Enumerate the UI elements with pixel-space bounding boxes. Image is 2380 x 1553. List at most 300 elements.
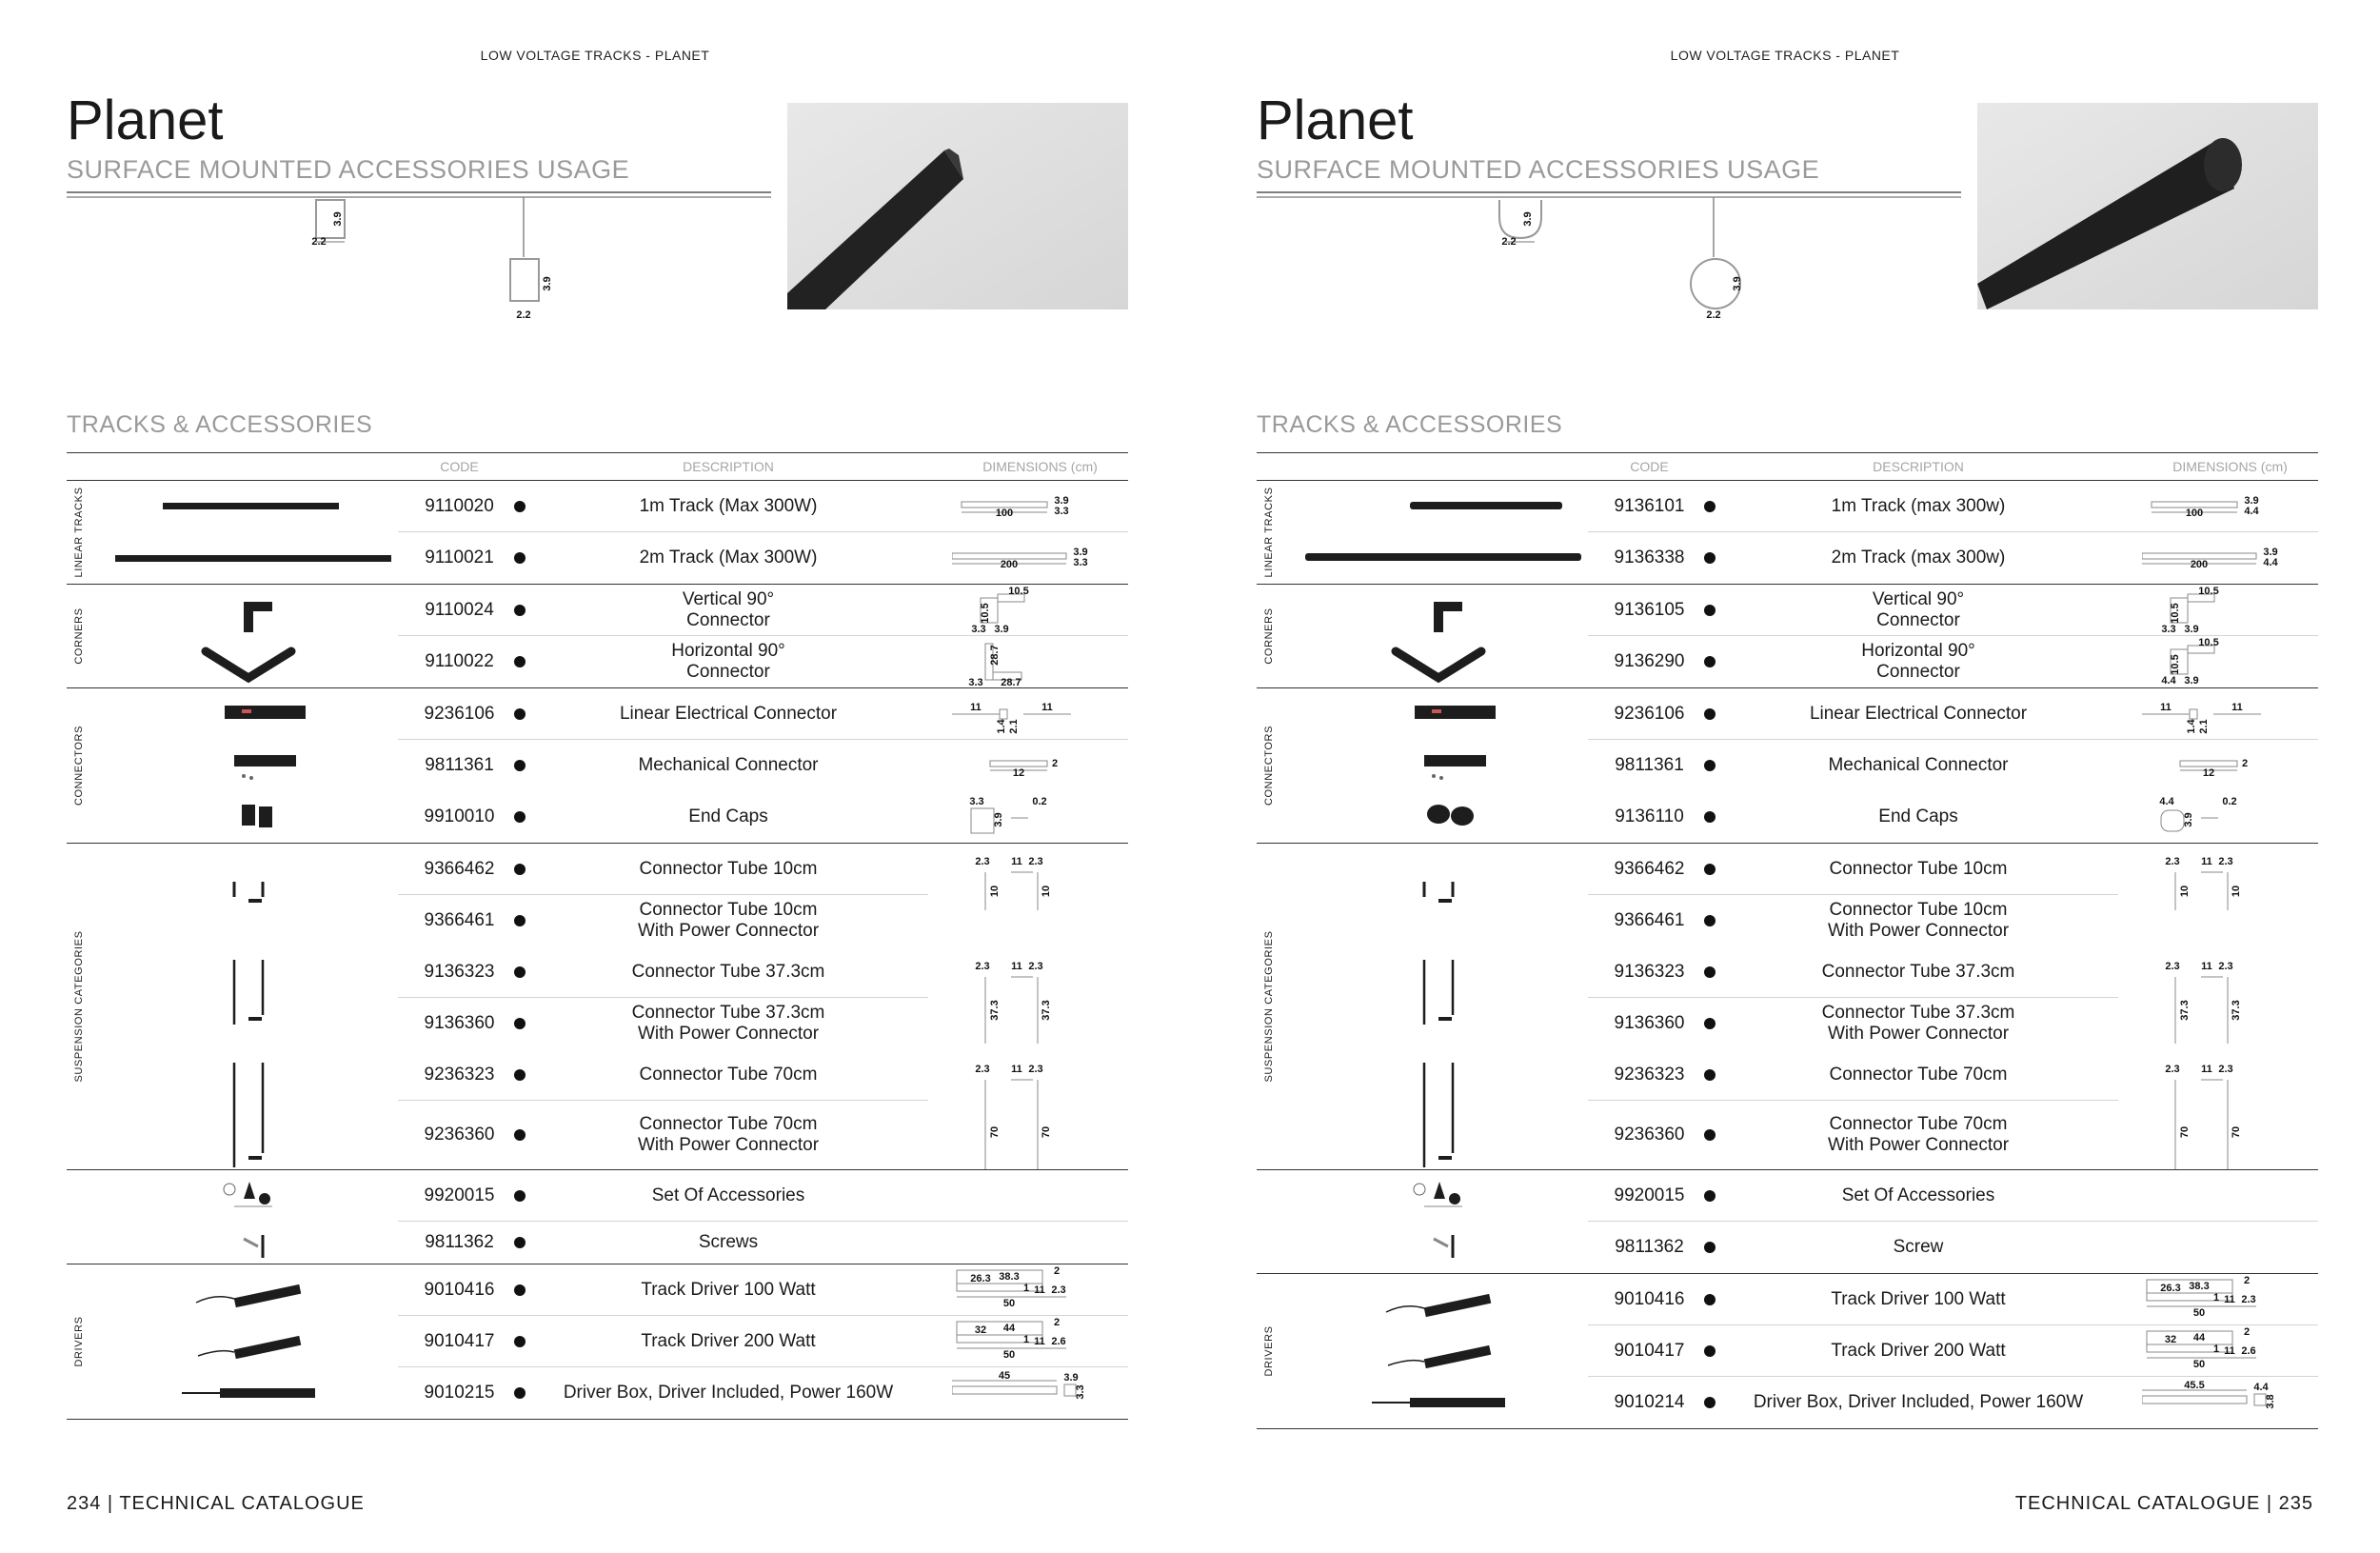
- product-description: [1718, 1222, 2118, 1273]
- product-description: [1718, 481, 2118, 532]
- section-heading: TRACKS & ACCESSORIES: [67, 411, 373, 438]
- dim-b: 11: [1011, 961, 1022, 972]
- product-code: 9811361: [1615, 755, 1684, 775]
- description-text: 1m Track (Max 300W): [639, 496, 818, 516]
- description-text: Set Of Accessories: [1841, 1185, 1995, 1205]
- bullet-dot: [1704, 1190, 1716, 1202]
- product-code: 9366462: [424, 859, 495, 879]
- group-label-text: CORNERS: [1263, 607, 1275, 665]
- dim-outline: [957, 1322, 1042, 1335]
- dim-c: 3.3: [971, 624, 986, 635]
- bullet-dot: [514, 811, 526, 823]
- description-text: Track Driver 100 Watt: [641, 1280, 816, 1300]
- bullet-dot: [1704, 708, 1716, 720]
- description-text: Connector Tube 70cm With Power Connector: [1827, 1114, 2010, 1155]
- product-code: 9136323: [1614, 962, 1685, 982]
- product-code: 9236360: [424, 1125, 495, 1145]
- bullet-dot: [1704, 915, 1716, 926]
- dim-c: 2.3: [2218, 961, 2233, 972]
- dim-outline: [2190, 709, 2197, 719]
- table-row: [67, 585, 1128, 636]
- product-description: [528, 844, 928, 895]
- description-text: Screw: [1893, 1237, 1944, 1257]
- bullet-dot: [514, 1190, 526, 1202]
- table-row: [1257, 791, 2318, 843]
- surface-profile: [1499, 200, 1541, 238]
- dim-a: 2.3: [2165, 1064, 2180, 1075]
- description-text: 2m Track (max 300w): [1831, 548, 2006, 567]
- dim-f: 2.3: [2241, 1294, 2256, 1305]
- dim-a: 11: [970, 702, 982, 713]
- dim-length: 37.3: [1041, 1000, 1052, 1021]
- bullet-dot: [514, 1129, 526, 1141]
- dimension-svg: [952, 481, 1128, 532]
- description-text: 2m Track (Max 300W): [639, 548, 818, 567]
- dim-outline: [952, 1386, 1057, 1394]
- product-description: [1718, 1377, 2118, 1428]
- dim-outline: [2147, 1331, 2232, 1344]
- dim-a: 11: [2160, 702, 2172, 713]
- dim-length: 200: [1000, 559, 1019, 570]
- bullet-dot: [514, 1069, 526, 1081]
- dimension-svg: [2142, 1325, 2318, 1377]
- dimension-drawing: [2142, 481, 2318, 532]
- product-description: [1718, 1274, 2118, 1325]
- dim-b: 10.5: [2170, 603, 2181, 624]
- dimension-svg: [952, 585, 1128, 636]
- usage-diagram: [67, 189, 771, 322]
- header-description: DESCRIPTION: [683, 459, 774, 474]
- group-label-text: SUSPENSION CATEGORIES: [1263, 930, 1275, 1083]
- dim-length: 100: [2185, 508, 2204, 519]
- table-row: [67, 1170, 1128, 1222]
- dimension-drawing: [952, 636, 1128, 687]
- bullet-dot: [514, 552, 526, 564]
- product-code: 9811361: [425, 755, 494, 775]
- bullet-dot: [514, 1387, 526, 1399]
- product-code: 9366461: [1614, 910, 1685, 930]
- dim-b: 3.9: [2183, 812, 2194, 827]
- dim-b: 38.3: [999, 1271, 1020, 1283]
- product-code: 9920015: [424, 1185, 495, 1205]
- group-label-text: SUSPENSION CATEGORIES: [73, 930, 85, 1083]
- dim-c: 2: [2243, 1275, 2251, 1286]
- header-code: CODE: [440, 459, 479, 474]
- table-row: [1257, 1325, 2318, 1377]
- table-row: [1257, 1222, 2318, 1273]
- dim-width: 3.3: [1054, 506, 1069, 517]
- dimension-drawing: [952, 688, 1128, 740]
- dim-outline: [2147, 1344, 2232, 1352]
- product-description: [1718, 636, 2118, 687]
- product-description: [528, 532, 928, 584]
- diagram-dim-width: 2.2: [311, 236, 327, 248]
- product-code: 9010214: [1614, 1392, 1685, 1412]
- bullet-dot: [1704, 1018, 1716, 1029]
- dim-d: 3.9: [994, 624, 1009, 635]
- product-description: [1718, 1170, 2118, 1222]
- dim-a: 28.7: [989, 645, 1001, 666]
- group-label-text: CONNECTORS: [73, 725, 85, 806]
- dim-height: 3.9: [1054, 495, 1069, 507]
- dim-length: 10: [989, 885, 1001, 898]
- product-description: [1718, 1325, 2118, 1377]
- description-text: Driver Box, Driver Included, Power 160W: [1753, 1392, 2084, 1412]
- dim-a: 32: [974, 1324, 987, 1336]
- dim-f: 2.6: [1051, 1336, 1066, 1347]
- description-text: Connector Tube 10cm: [1829, 859, 2008, 879]
- dimension-drawing: [952, 1316, 1128, 1367]
- product-description: [528, 1264, 928, 1316]
- product-description: [1718, 532, 2118, 584]
- dim-length: 70: [2179, 1125, 2191, 1139]
- section-heading: TRACKS & ACCESSORIES: [1257, 411, 1563, 438]
- product-description: [528, 585, 928, 636]
- table-header: [1257, 452, 2318, 481]
- dimension-svg: [2142, 481, 2318, 532]
- suspension-dimensions: [952, 844, 1128, 1169]
- dimension-drawing: [2142, 688, 2318, 740]
- page-subtitle: SURFACE MOUNTED ACCESSORIES USAGE: [67, 155, 630, 184]
- product-code: 9136105: [1614, 600, 1685, 620]
- dimension-drawing: [2142, 585, 2318, 636]
- bullet-dot: [514, 501, 526, 512]
- dim-d: 1: [2212, 1344, 2220, 1355]
- group-suspension: [67, 844, 1128, 1170]
- product-code: 9010417: [1614, 1341, 1685, 1361]
- dim-b: 1.4: [2186, 719, 2197, 734]
- dim-length: 12: [1012, 767, 1025, 779]
- group-label-text: LINEAR TRACKS: [1263, 487, 1275, 578]
- product-description: [1718, 1049, 2118, 1101]
- description-text: End Caps: [688, 806, 768, 826]
- dim-a: 2.3: [975, 961, 990, 972]
- bullet-dot: [514, 864, 526, 875]
- dimension-svg: [952, 740, 1128, 791]
- dim-b: 38.3: [2189, 1281, 2210, 1292]
- dim-d: 1: [1022, 1334, 1030, 1345]
- product-description: [528, 791, 928, 843]
- product-description: [1718, 895, 2118, 946]
- bullet-dot: [514, 1018, 526, 1029]
- dim-b: 1.4: [996, 719, 1007, 734]
- table-row: [1257, 740, 2318, 791]
- diagram-dim-width: 2.2: [516, 309, 531, 321]
- group-label-text: CORNERS: [73, 607, 85, 665]
- dimension-svg: [952, 791, 1128, 843]
- dim-a: 10.5: [2198, 637, 2219, 648]
- dim-outline: [957, 1284, 1042, 1291]
- dim-length: 70: [989, 1125, 1001, 1139]
- dim-length: 45: [998, 1370, 1011, 1382]
- description-text: Connector Tube 37.3cm With Power Connector: [631, 1003, 825, 1044]
- dim-c: 2.3: [1028, 856, 1043, 867]
- dimension-svg: [2142, 1274, 2318, 1325]
- dim-outline: [2142, 1396, 2247, 1404]
- dim-c: 2.3: [1028, 1064, 1043, 1075]
- product-description: [528, 740, 928, 791]
- header-dimensions: DIMENSIONS (cm): [2172, 459, 2288, 474]
- dim-c: 4.4: [2161, 675, 2176, 687]
- dim-c: 2.3: [2218, 856, 2233, 867]
- dim-e: 11: [1034, 1284, 1045, 1296]
- dim-a: 26.3: [970, 1273, 991, 1284]
- dim-c: 2: [1053, 1317, 1061, 1328]
- dim-b: 11: [1011, 1064, 1022, 1075]
- dimension-drawing: [952, 532, 1128, 584]
- product-code: 9136110: [1615, 806, 1684, 826]
- dim-b: 11: [2201, 1064, 2212, 1075]
- product-description: [528, 1101, 928, 1169]
- group-accessories: [1257, 1170, 2318, 1274]
- suspended-profile: [510, 259, 539, 301]
- description-text: Set Of Accessories: [651, 1185, 805, 1205]
- diagram-dim-height: 3.9: [1732, 276, 1743, 291]
- group-label-text: DRIVERS: [1263, 1325, 1275, 1377]
- group-label-text: DRIVERS: [73, 1316, 85, 1367]
- bullet-dot: [1704, 1294, 1716, 1305]
- dim-a: 2.3: [2165, 856, 2180, 867]
- bullet-dot: [1704, 1242, 1716, 1253]
- dim-outline: [957, 1335, 1042, 1343]
- description-text: Track Driver 200 Watt: [641, 1331, 816, 1351]
- product-code: 9136290: [1614, 651, 1685, 671]
- dim-d: 11: [1041, 702, 1053, 713]
- table-row: [67, 532, 1128, 584]
- dimension-drawing: [2142, 1377, 2318, 1428]
- dim-g: 50: [1002, 1349, 1016, 1361]
- product-description: [528, 1222, 928, 1264]
- bullet-dot: [1704, 656, 1716, 667]
- group-accessories: [67, 1170, 1128, 1264]
- product-description: [528, 481, 928, 532]
- product-code: 9136101: [1614, 496, 1685, 516]
- table-row: [1257, 532, 2318, 584]
- dim-width: 3.3: [1075, 1384, 1086, 1400]
- dimension-svg: [2142, 791, 2318, 843]
- bullet-dot: [514, 915, 526, 926]
- dim-a: 2.3: [975, 1064, 990, 1075]
- dim-a: 10.5: [2198, 586, 2219, 597]
- dimension-drawing: [952, 481, 1128, 532]
- product-description: [528, 1049, 928, 1101]
- product-code: 9811362: [1615, 1237, 1684, 1257]
- product-description: [528, 1170, 928, 1222]
- dim-g: 50: [2192, 1359, 2206, 1370]
- product-code: 9366461: [424, 910, 495, 930]
- dim-a: 10.5: [1008, 586, 1029, 597]
- bullet-dot: [1704, 864, 1716, 875]
- dim-g: 50: [2192, 1307, 2206, 1319]
- dim-b: 10.5: [980, 603, 991, 624]
- dim-length: 10: [1041, 885, 1052, 898]
- dim-length: 10: [2231, 885, 2242, 898]
- track-end: [2204, 138, 2242, 191]
- description-text: Driver Box, Driver Included, Power 160W: [563, 1383, 894, 1403]
- product-code: 9010215: [424, 1383, 495, 1403]
- description-text: Connector Tube 10cm: [639, 859, 818, 879]
- description-text: Horizontal 90° Connector: [671, 641, 785, 682]
- description-text: Vertical 90° Connector: [682, 589, 775, 630]
- dim-a: 4.4: [2159, 796, 2174, 807]
- page-footer: TECHNICAL CATALOGUE | 235: [2014, 1493, 2313, 1514]
- dim-f: 2.6: [2241, 1345, 2256, 1357]
- suspension-dimensions: [2142, 844, 2318, 1169]
- dimension-svg: [952, 1264, 1128, 1316]
- dim-d: 1: [2212, 1292, 2220, 1304]
- dim-a: 32: [2164, 1334, 2177, 1345]
- dimension-svg: [2142, 585, 2318, 636]
- dimension-drawing: [2142, 740, 2318, 791]
- header-dimensions: DIMENSIONS (cm): [982, 459, 1098, 474]
- dim-width: 3.8: [2265, 1394, 2276, 1409]
- description-text: Mechanical Connector: [1828, 755, 2009, 775]
- product-code: 9136323: [424, 962, 495, 982]
- product-description: [528, 895, 928, 946]
- dimension-drawing: [2142, 532, 2318, 584]
- description-text: Mechanical Connector: [638, 755, 819, 775]
- product-code: 9910010: [424, 806, 495, 826]
- bullet-dot: [1704, 1069, 1716, 1081]
- dimension-svg: [2142, 1377, 2318, 1428]
- table-header: [67, 452, 1128, 481]
- dimension-drawing: [2142, 1325, 2318, 1377]
- product-code: 9010416: [424, 1280, 495, 1300]
- group-label-text: LINEAR TRACKS: [73, 487, 85, 578]
- dimension-svg: [952, 1316, 1128, 1367]
- running-header: LOW VOLTAGE TRACKS - PLANET: [1670, 48, 1900, 63]
- product-description: [528, 946, 928, 998]
- dim-c: 2: [1053, 1265, 1061, 1277]
- group-suspension: [1257, 844, 2318, 1170]
- bullet-dot: [514, 1237, 526, 1248]
- description-text: Connector Tube 37.3cm: [631, 962, 825, 982]
- dim-width: 4.4: [2263, 557, 2278, 568]
- page-subtitle: SURFACE MOUNTED ACCESSORIES USAGE: [1257, 155, 1820, 184]
- product-code: 9236106: [1614, 704, 1685, 724]
- product-code: 9110024: [425, 600, 494, 620]
- table-row: [67, 481, 1128, 532]
- product-code: 9236106: [424, 704, 495, 724]
- dim-e: 11: [1034, 1336, 1045, 1347]
- product-description: [528, 1316, 928, 1367]
- table-row: [1257, 1377, 2318, 1428]
- table-row: [1257, 636, 2318, 687]
- dim-e: 11: [2224, 1294, 2235, 1305]
- product-description: [1718, 585, 2118, 636]
- description-text: Vertical 90° Connector: [1872, 589, 1965, 630]
- dimension-svg: [2142, 532, 2318, 584]
- group-linear: [67, 481, 1128, 585]
- dim-height: 3.9: [1063, 1372, 1079, 1384]
- dimension-svg: [2142, 688, 2318, 740]
- dim-length: 70: [1041, 1125, 1052, 1139]
- bullet-dot: [1704, 760, 1716, 771]
- dimension-drawing: [2142, 1274, 2318, 1325]
- diagram-dim-width: 2.2: [1501, 236, 1517, 248]
- dim-outline: [2161, 810, 2184, 831]
- dim-outline: [1000, 709, 1007, 719]
- table-row: [67, 740, 1128, 791]
- description-text: Connector Tube 10cm With Power Connector: [637, 900, 820, 941]
- bullet-dot: [514, 966, 526, 978]
- product-code: 9010417: [424, 1331, 495, 1351]
- dim-c: 2.1: [2198, 719, 2210, 734]
- bullet-dot: [1704, 552, 1716, 564]
- dim-height: 3.9: [2263, 547, 2278, 558]
- description-text: Connector Tube 70cm: [1829, 1065, 2008, 1085]
- dim-c: 2.3: [1028, 961, 1043, 972]
- dim-width: 3.3: [1073, 557, 1088, 568]
- product-description: [1718, 1101, 2118, 1169]
- product-description: [528, 1367, 928, 1419]
- dimension-drawing: [952, 740, 1128, 791]
- dim-length: 70: [2231, 1125, 2242, 1139]
- product-code: 9811362: [425, 1232, 494, 1252]
- dim-width: 4.4: [2244, 506, 2259, 517]
- dim-length: 10: [2179, 885, 2191, 898]
- usage-diagram: [1257, 189, 1961, 322]
- dimension-svg: [2142, 636, 2318, 687]
- product-code: 9136338: [1614, 548, 1685, 567]
- table-row: [1257, 481, 2318, 532]
- dim-d: 3.9: [2184, 675, 2199, 687]
- dim-b: 44: [1002, 1323, 1016, 1334]
- product-description: [528, 688, 928, 740]
- dimension-drawing: [952, 791, 1128, 843]
- dim-length: 37.3: [989, 1000, 1001, 1021]
- dim-b: 11: [2201, 961, 2212, 972]
- description-text: Linear Electrical Connector: [1809, 704, 2028, 724]
- dim-b: 11: [1011, 856, 1022, 867]
- dimension-svg: [952, 1367, 1128, 1419]
- product-description: [1718, 688, 2118, 740]
- description-text: Connector Tube 10cm With Power Connector: [1827, 900, 2010, 941]
- right-page: [1190, 0, 2380, 1553]
- product-description: [528, 636, 928, 687]
- dim-c: 2: [2243, 1326, 2251, 1338]
- dimension-drawing: [2142, 636, 2318, 687]
- product-table: [67, 452, 1128, 1420]
- dim-length: 37.3: [2231, 1000, 2242, 1021]
- table-row: [1257, 688, 2318, 740]
- diagram-dim-height: 3.9: [332, 211, 344, 227]
- dim-length: 12: [2202, 767, 2215, 779]
- bullet-dot: [514, 1284, 526, 1296]
- product-description: [1718, 740, 2118, 791]
- description-text: Connector Tube 70cm With Power Connector: [637, 1114, 820, 1155]
- group-drivers: [67, 1264, 1128, 1420]
- group-corners: [67, 585, 1128, 688]
- dim-c: 2.1: [1008, 719, 1020, 734]
- product-code: 9136360: [424, 1013, 495, 1033]
- group-corners: [1257, 585, 2318, 688]
- bullet-dot: [1704, 1129, 1716, 1141]
- dim-b: 3.9: [993, 812, 1004, 827]
- diagram-dim-height: 3.9: [542, 276, 553, 291]
- product-description: [1718, 791, 2118, 843]
- product-code: 9110020: [425, 496, 494, 516]
- bullet-dot: [1704, 501, 1716, 512]
- dim-length: 45.5: [2184, 1380, 2205, 1391]
- group-connectors: [67, 688, 1128, 844]
- dim-c: 0.2: [2222, 796, 2237, 807]
- dim-g: 50: [1002, 1298, 1016, 1309]
- page-title: Planet: [1257, 90, 1414, 151]
- dim-f: 2.3: [1051, 1284, 1066, 1296]
- table-row: [1257, 1170, 2318, 1222]
- dim-e: 11: [2224, 1345, 2235, 1357]
